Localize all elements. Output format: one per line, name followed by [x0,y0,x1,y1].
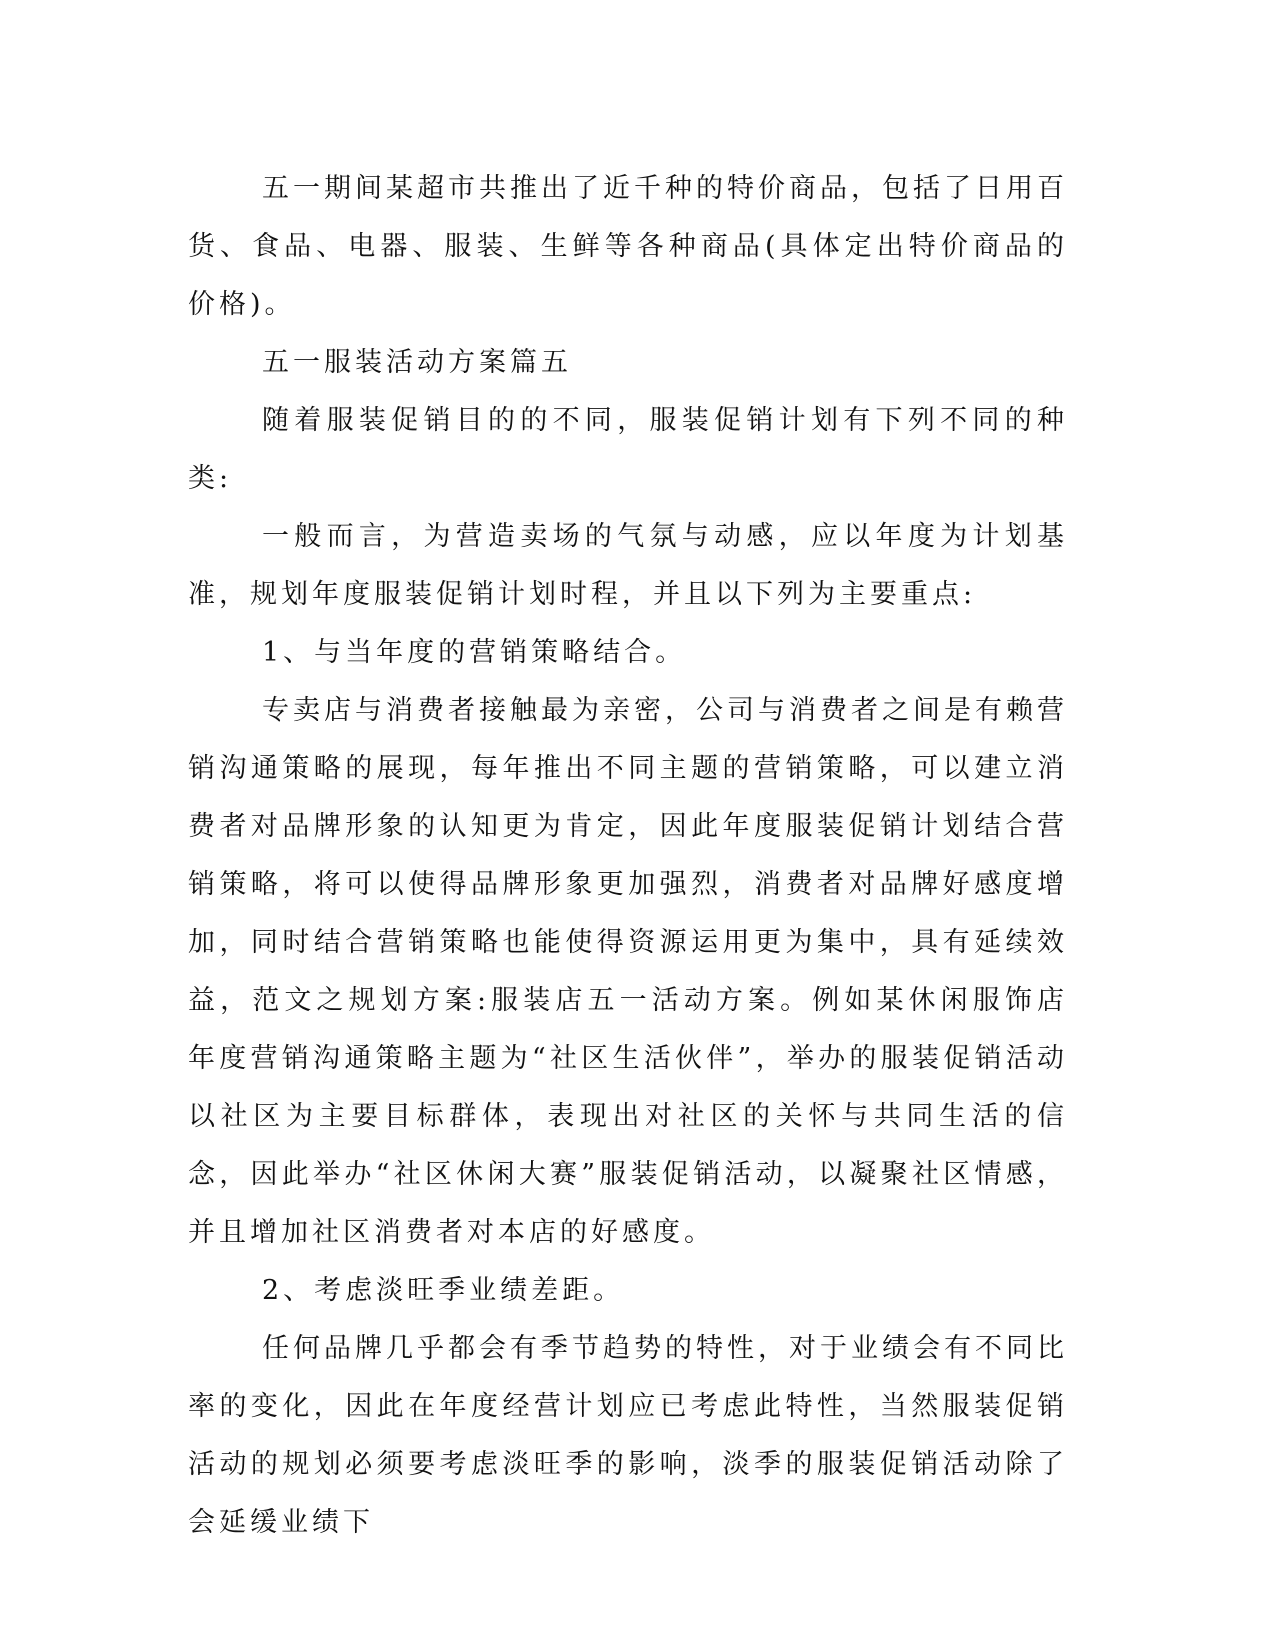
paragraph-marketing-strategy: 专卖店与消费者接触最为亲密，公司与消费者之间是有赖营销沟通策略的展现，每年推出不同主题的营销策略，可以建立消费者对品牌形象的认知更为肯定，因此年度服装促销计划结合营销策略，将可以使得品牌形象更加强烈，消费者对品牌好感度增加，同时结合营销策略也能使得资源运用更为集中，具有延续效益，范文之规划方案:服装店五一活动方案。例如某休闲服饰店年度营销沟通策略主题为“社区生活伙伴”，举办的服装促销活动以社区为主要目标群体，表现出对社区的关怀与共同生活的信念，因此举办“社区休闲大赛”服装促销活动，以凝聚社区情感，并且增加社区消费者对本店的好感度。 [188,695,1068,1248]
paragraph-promotion-types: 随着服装促销目的的不同，服装促销计划有下列不同的种类: [188,405,1068,494]
section-heading: 五一服装活动方案篇五 [262,347,572,378]
paragraph-supermarket-specials: 五一期间某超市共推出了近千种的特价商品，包括了日用百货、食品、电器、服装、生鲜等各种商品(具体定出特价商品的价格)。 [188,173,1068,320]
list-item-1: 1、与当年度的营销策略结合。 [262,637,687,668]
paragraph-annual-plan: 一般而言，为营造卖场的气氛与动感，应以年度为计划基准，规划年度服装促销计划时程，并且以下列为主要重点: [188,521,1068,610]
list-item-2: 2、考虑淡旺季业绩差距。 [262,1275,625,1306]
document-body [188,160,1068,1552]
paragraph-seasonal-trends: 任何品牌几乎都会有季节趋势的特性，对于业绩会有不同比率的变化，因此在年度经营计划应已考虑此特性，当然服装促销活动的规划必须要考虑淡旺季的影响，淡季的服装促销活动除了会延缓业绩下 [188,1333,1068,1538]
